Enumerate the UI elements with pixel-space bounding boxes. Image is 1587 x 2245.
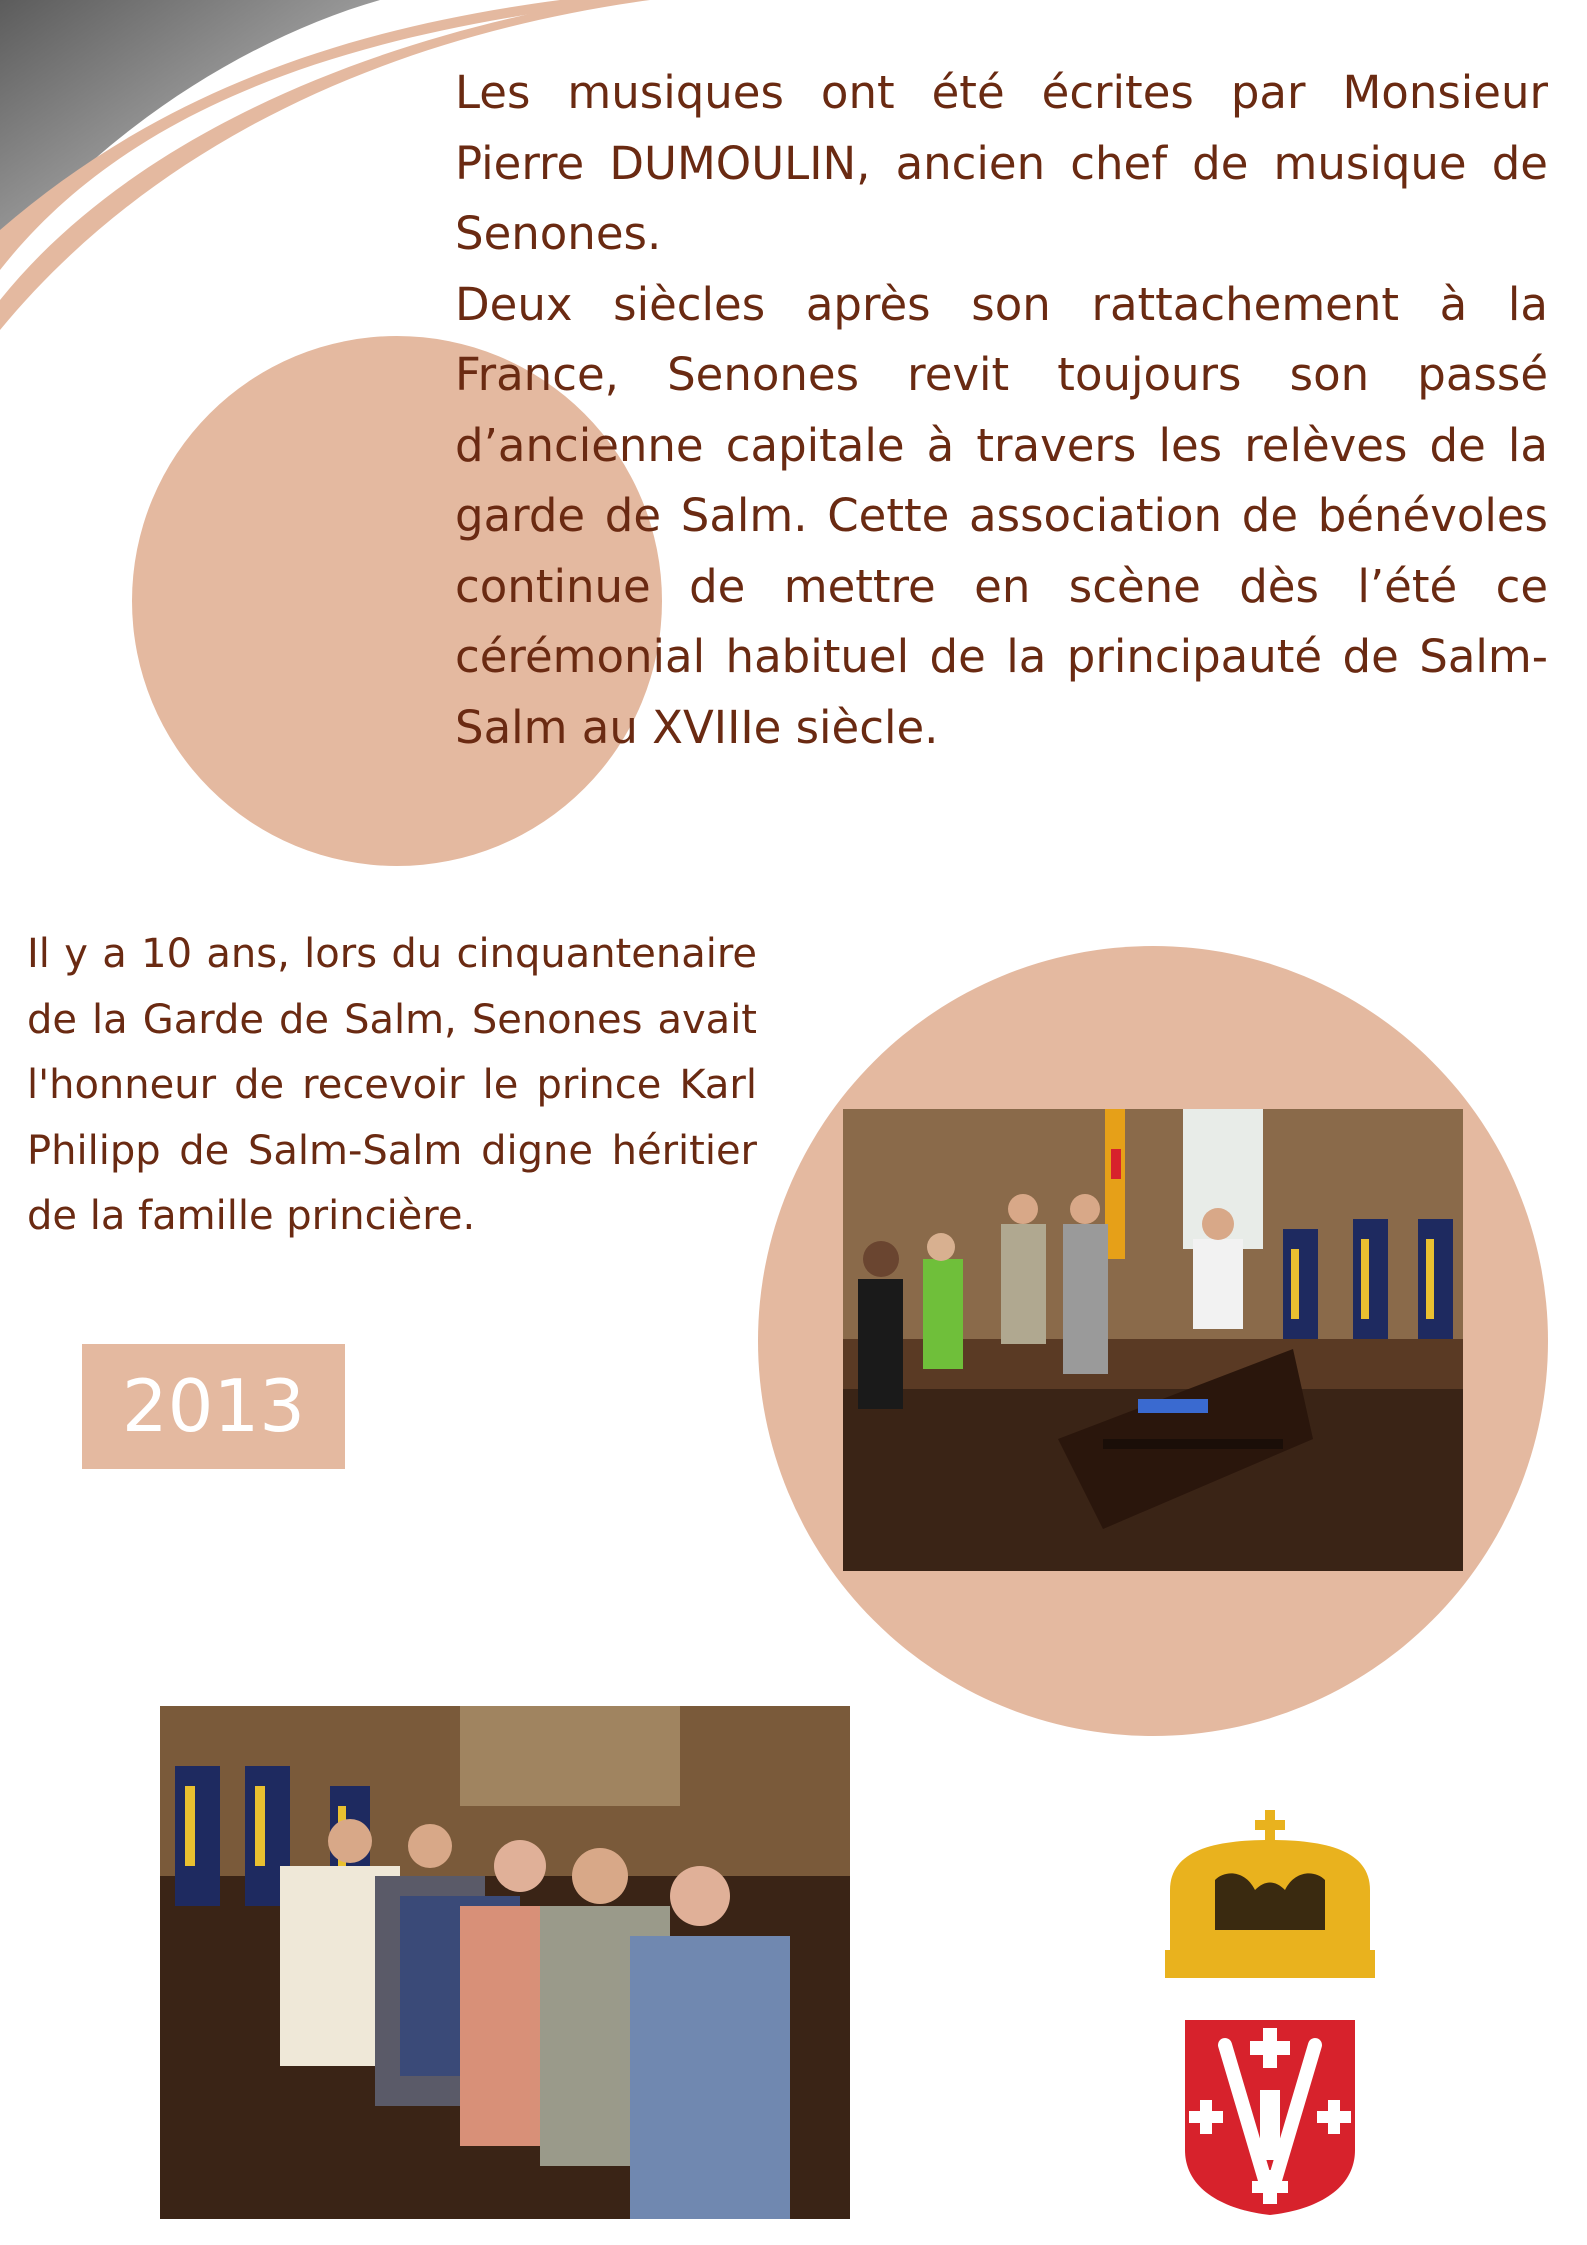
- ceremony-photo: [843, 1109, 1463, 1571]
- intro-paragraph-music: Les musiques ont été écrites par Monsieur Pierre DUMOULIN, ancien chef de musique de Senones.: [455, 66, 1548, 260]
- intro-paragraph-history: Deux siècles après son rattachement à la France, Senones revit toujours son passé d’ancienne capitale à travers les relèves de la garde de Salm. Cette association de bénévoles continue de mettre en scène dès l’été ce cérémonial habituel de la principauté de Salm-Salm au XVIIIe siècle.: [455, 277, 1548, 754]
- year-badge: 2013: [82, 1344, 345, 1469]
- anniversary-paragraph: Il y a 10 ans, lors du cinquantenaire de la Garde de Salm, Senones avait l'honneur de recevoir le prince Karl Philipp de Salm-Salm digne héritier de la famille princière.: [27, 931, 757, 1239]
- audience-photo: [160, 1706, 850, 2219]
- salm-coat-of-arms-icon: [1155, 1810, 1385, 2220]
- intro-text-block: [455, 58, 1548, 763]
